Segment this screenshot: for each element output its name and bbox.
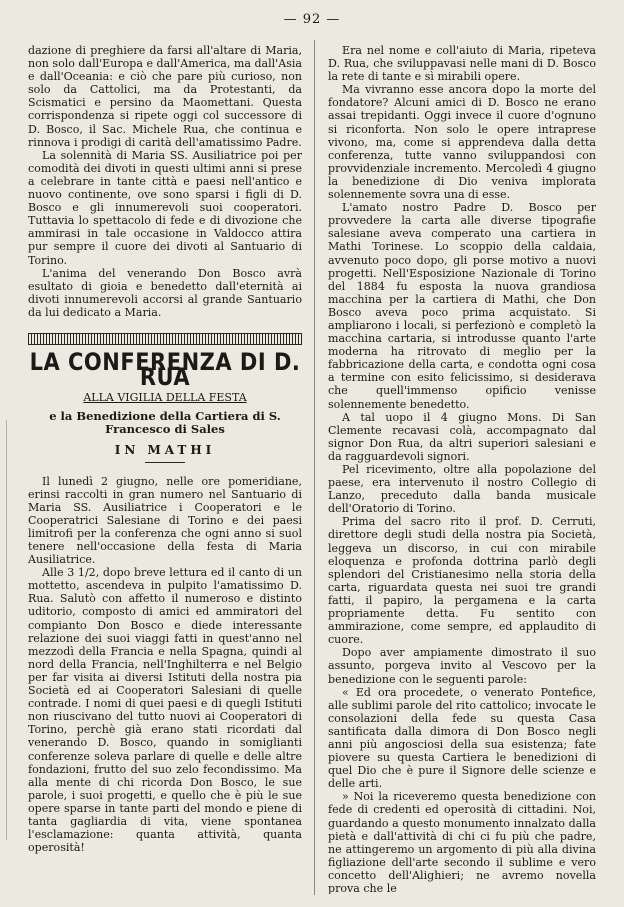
column-divider [314, 40, 315, 895]
page-number: — 92 — [283, 12, 341, 27]
paragraph: Alle 3 1/2, dopo breve lettura ed il canto di un mottetto, ascendeva in pulpito l'amatissimo D. Rua. Salutò con affetto il numeroso e distinto uditorio, composto di amici ed ammiratori del compianto Don Bosco e diede interessante relazione dei suoi viaggi fatti in quest'anno nel mezzodì della Francia e nella Spagna, quindi al nord della Francia, nell'Inghilterra e nel Belgio per far visita ai diversi Istituti della nostra pia Società ed ai Cooperatori Salesiani di quelle contrade. I nomi di quei paesi e di quegli Istituti non riuscivano del tutto nuovi ai Cooperatori di Torino, perchè già erano stati ricordati dal venerando D. Bosco, quando in somiglianti conferenze soleva parlare di quelle e delle altre fondazioni, frutto del suo zelo fecondissimo. Ma alla mente di chi ricorda Don Bosco, le sue parole, i suoi progetti, e quello che è più le sue opere sparse in tante parti del mondo e piene di tanta gagliardia di vita, viene spontanea l'esclamazione: quanta attività, quanta operosità! [28, 566, 302, 855]
right-column [328, 44, 596, 894]
paragraph: Il lunedì 2 giugno, nelle ore pomeridiane, erinsi raccolti in gran numero nel Santuario di Maria SS. Ausiliatrice i Cooperatori e le Cooperatrici Salesiane di Torino e dei paesi limitrofi per la conferenza che ogni anno si suol tenere nell'occasione della festa di Maria Ausiliatrice. [28, 474, 302, 567]
paragraph: A tal uopo il 4 giugno Mons. Di San Clemente recavasi colà, accompagnato dal signor Don Rua, da altri superiori salesiani e da ragguardevoli signori. [328, 410, 596, 463]
paragraph: « Ed ora procedete, o venerato Pontefice, alle sublimi parole del rito cattolico; invocate le consolazioni della fede su questa Casa santificata dalla dimora di Don Bosco negli anni più angosciosi della sua esistenza; fate piovere su questa Cartiera le benedizioni di quel Dio che è pure il Signore delle scienze e delle arti. [328, 685, 596, 791]
paragraph: » Noi la riceveremo questa benedizione con fede di credenti ed operosità di cittadini. Noi, guardando a questo monumento innalzato dalla pietà e dall'attività di chi ci fu più che padre, ne attingeremo un argomento di più alla divina figliazione dell'arte secondo il sublime e vero concetto dell'Alighieri; ne avremo novella prova che le [328, 790, 596, 894]
article-subheading: ALLA VIGILIA DELLA FESTA [83, 391, 247, 405]
article-subheading: e la Benedizione della Cartiera di S. Francesco di Sales [49, 409, 281, 437]
article-subheading: IN MATHI [114, 443, 216, 458]
left-column [28, 44, 302, 894]
article-headline: LA CONFERENZA DI D. RUA [29, 348, 301, 391]
ornamental-divider [28, 333, 302, 345]
paragraph: Prima del sacro rito il prof. D. Cerruti, direttore degli studi della nostra pia Società, leggeva un discorso, in cui con mirabile eloquenza e profonda dottrina parlò degli splendori del Cristianesimo nella storia della carta, riguardata questa nei suoi tre grandi fatti, il papiro, la pergamena e la carta propriamente detta. Fu sentito con ammirazione, come sempre, ed applaudito di cuore. [328, 515, 596, 647]
paragraph: Era nel nome e coll'aiuto di Maria, ripeteva D. Rua, che sviluppavasi nelle mani di D. Bosco la rete di tante e sì mirabili opere. [328, 44, 596, 84]
paragraph: L'amato nostro Padre D. Bosco per provvedere la carta alle diverse tipografie salesiane aveva comperato una cartiera in Mathi Torinese. Lo scoppio della caldaia, avvenuto poco dopo, gli porse motivo a nuovi progetti. Nell'Esposizione Nazionale di Torino del 1884 fu esposta la nuova grandiosa macchina per la cartiera di Mathi, che Don Bosco aveva poco prima acquistato. Si ampliarono i locali, si perfezionò e completò la macchina cartaria, si introdusse quanto l'arte moderna ha ritrovato di meglio per la fabbricazione della carta, e condotta ogni cosa a termine con esito felicissimo, si desiderava che quell'immenso opificio venisse solennemente benedetto. [328, 201, 596, 411]
paragraph: dazione di preghiere da farsi all'altare di Maria, non solo dall'Europa e dall'America, ma dall'Asia e dall'Oceania: e ciò che pare più curioso, non solo da Cattolici, ma da Protestanti, da Scismatici e persino da Maomettani. Questa corrispondenza si ripete oggi col successore di D. Bosco, il Sac. Michele Rua, che continua e rinnova i prodigi di carità dell'amatissimo Padre. [28, 44, 302, 149]
paragraph: Pel ricevimento, oltre alla popolazione del paese, era intervenuto il nostro Collegio di Lanzo, preceduto dalla banda musicale dell'Oratorio di Torino. [328, 463, 596, 516]
margin-rule [6, 420, 7, 840]
short-divider [145, 462, 185, 463]
paragraph: Dopo aver ampiamente dimostrato il suo assunto, porgeva invito al Vescovo per la benedizione con le seguenti parole: [328, 646, 596, 686]
paragraph: L'anima del venerando Don Bosco avrà esultato di gioia e benedetto dall'eternità ai divoti innumerevoli accorsi al grande Santuario da lui dedicato a Maria. [28, 266, 302, 319]
paragraph: Ma vivranno esse ancora dopo la morte del fondatore? Alcuni amici di D. Bosco ne erano assai trepidanti. Oggi invece il cuore d'ognuno si riconforta. Non solo le opere intraprese vivono, ma, come si apprendeva dalla detta conferenza, tutte vanno sviluppandosi con provvidenziale incremento. Mercoledì 4 giugno la benedizione di Dio veniva implorata solennemente sovra una di esse. [328, 83, 596, 202]
paragraph: La solennità di Maria SS. Ausiliatrice poi per comodità dei divoti in questi ultimi anni si prese a celebrare in tante città e paesi nell'antico e nuovo continente, ove sono sparsi i figli di D. Bosco e gli innumerevoli suoi cooperatori. Tuttavia lo spettacolo di fede e di divozione che ammirasi in tale occasione in Valdocco attira pur sempre il cuore dei divoti al Santuario di Torino. [28, 148, 302, 267]
